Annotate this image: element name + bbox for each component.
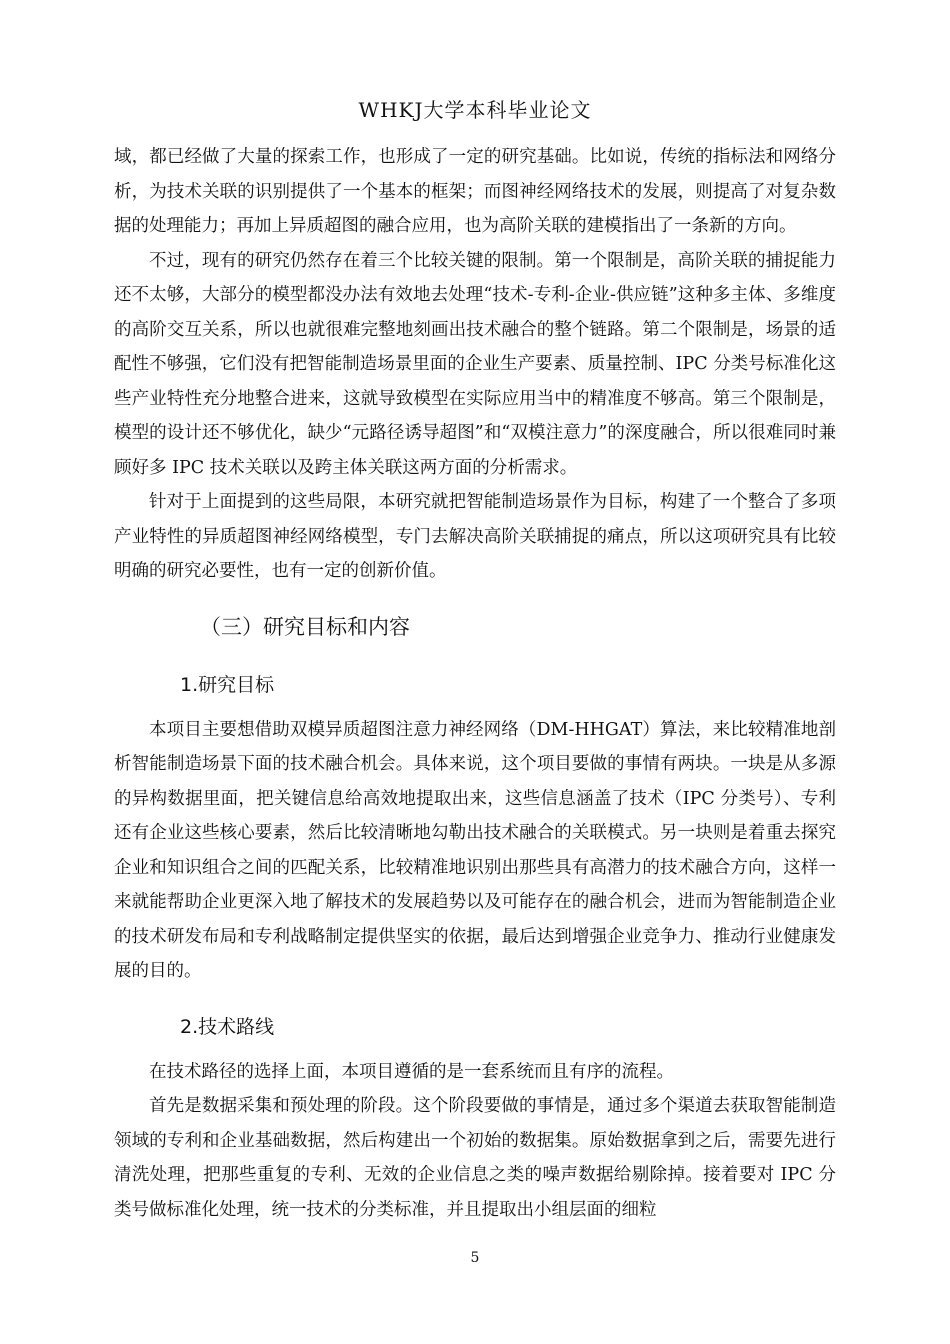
paragraph-limitations: 不过，现有的研究仍然存在着三个比较关键的限制。第一个限制是，高阶关联的捕捉能力还不太够，大部分的模型都没办法有效地去处理“技术-专利-企业-供应链”这种多主体、多维度的高阶交互关系，所以也就很难完整地刻画出技术融合的整个链路。第二个限制是，场景的适配性不够强，它们没有把智能制造场景里面的企业生产要素、质量控制、IPC 分类号标准化这些产业特性充分地整合进来，这就导致模型在实际应用当中的精准度不够高。第三个限制是，模型的设计还不够优化，缺少“元路径诱导超图”和“双模注意力”的深度融合，所以很难同时兼顾好多 IPC 技术关联以及跨主体关联这两方面的分析需求。: [114, 250, 836, 478]
subsection-heading-objectives: 1.研究目标: [180, 673, 275, 696]
paragraph-objectives: 本项目主要想借助双模异质超图注意力神经网络（DM-HHGAT）算法，来比较精准地剖析智能制造场景下面的技术融合机会。具体来说，这个项目要做的事情有两块。一块是从多源的异构数据里面，把关键信息给高效地提取出来，这些信息涵盖了技术（IPC 分类号）、专利还有企业这些核心要素，然后比较清晰地勾勒出技术融合的关联模式。另一块则是着重去探究企业和知识组合之间的匹配关系，比较精准地识别出那些具有高潜力的技术融合方向，这样一来就能帮助企业更深入地了解技术的发展趋势以及可能存在的融合机会，进而为智能制造企业的技术研发布局和专利战略制定提供坚实的依据，最后达到增强企业竞争力、推动行业健康发展的目的。: [114, 719, 836, 981]
paragraph-route-intro: 在技术路径的选择上面，本项目遵循的是一套系统而且有序的流程。: [149, 1061, 674, 1082]
page-number: 5: [470, 1250, 480, 1266]
paragraph-route-data-collection: 首先是数据采集和预处理的阶段。这个阶段要做的事情是，通过多个渠道去获取智能制造领域的专利和企业基础数据，然后构建出一个初始的数据集。原始数据拿到之后，需要先进行清洗处理，把那些重复的专利、无效的企业信息之类的噪声数据给剔除掉。接着要对 IPC 分类号做标准化处理，统一技术的分类标准，并且提取出小组层面的细粒: [114, 1096, 836, 1220]
body-text: [114, 140, 836, 1227]
paragraph-continued: 域，都已经做了大量的探索工作，也形成了一定的研究基础。比如说，传统的指标法和网络分析，为技术关联的识别提供了一个基本的框架；而图神经网络技术的发展，则提高了对复杂数据的处理能力；再加上异质超图的融合应用，也为高阶关联的建模指出了一条新的方向。: [114, 147, 836, 236]
subsection-heading-technical-route: 2.技术路线: [180, 1015, 275, 1038]
section-heading: （三）研究目标和内容: [200, 614, 410, 639]
page-header: WHKJ大学本科毕业论文: [358, 98, 592, 122]
paragraph-significance: 针对于上面提到的这些局限，本研究就把智能制造场景作为目标，构建了一个整合了多项产业特性的异质超图神经网络模型，专门去解决高阶关联捕捉的痛点，所以这项研究具有比较明确的研究必要性，也有一定的创新价值。: [114, 492, 836, 581]
